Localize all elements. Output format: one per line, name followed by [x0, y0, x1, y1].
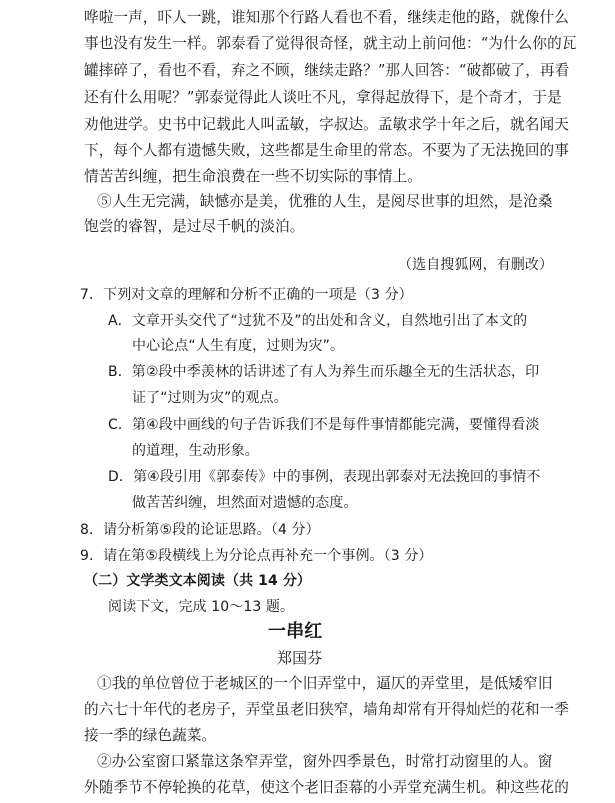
passage-line: 罐摔碎了，看也不看，弃之不顾，继续走路？”那人回答：“破都破了，再看 — [84, 62, 570, 79]
passage-line: 下，每个人都有遗憾失败，这些都是生命里的常态。不要为了无法挽回的事 — [84, 142, 569, 159]
paragraph-5-line: 饱尝的睿智，是过尽千帆的淡泊。 — [84, 218, 305, 235]
source-note: （选自搜狐网，有删改） — [398, 257, 554, 273]
option-d-line: D．第④段引用《郭泰传》中的事例，表现出郭泰对无法挽回的事情不 — [108, 469, 541, 485]
passage-line: 情苦苦纠缠，把生命浪费在一些不切实际的事情上。 — [84, 168, 422, 185]
paragraph-5-line: ⑤人生无完满，缺憾亦是美，优雅的人生，是阅尽世事的坦然，是沧桑 — [97, 193, 553, 210]
question-9: 9．请在第⑤段横线上为分论点再补充一个事例。（3 分） — [80, 548, 433, 564]
passage-line: 劝他进学。史书中记载此人叫孟敏，字叔达。孟敏求学十年之后，就名闻天 — [84, 116, 569, 133]
option-a-line: A．文章开头交代了“过犹不及”的出处和含义，自然地引出了本文的 — [108, 313, 528, 329]
section-instruction: 阅读下文，完成 10～13 题。 — [108, 599, 295, 615]
option-a-line: 中心论点“人生有度，过则为灾”。 — [132, 338, 345, 354]
option-d-line: 做苦苦纠缠，坦然面对遗憾的态度。 — [132, 495, 358, 511]
option-c-line: C．第④段中画线的句子告诉我们不是每件事情都能完满，要懂得看淡 — [108, 417, 540, 433]
option-b-line: 证了“过则为灾”的观点。 — [132, 390, 288, 406]
option-c-line: 的道理，生动形象。 — [132, 443, 259, 459]
story-paragraph-2-line: ②办公室窗口紧靠这条窄弄堂，窗外四季景色，时常打动窗里的人。窗 — [97, 753, 553, 770]
story-title: 一串红 — [268, 621, 323, 642]
question-7-stem: 7．下列对文章的理解和分析不正确的一项是（3 分） — [80, 287, 413, 303]
passage-line: 哗啦一声，吓人一跳，谁知那个行路人看也不看，继续走他的路，就像什么 — [84, 9, 569, 26]
passage-line: 还有什么用呢？”郭泰觉得此人谈吐不凡，拿得起放得下，是个奇才，于是 — [84, 89, 562, 106]
story-author: 郑国芬 — [277, 649, 323, 667]
question-8: 8．请分析第⑤段的论证思路。（4 分） — [80, 522, 320, 538]
story-paragraph-1-line: ①我的单位曾位于老城区的一个旧弄堂中，逼仄的弄堂里，是低矮窄旧 — [97, 675, 553, 692]
story-paragraph-1-line: 的六七十年代的老房子，弄堂虽老旧狭窄，墙角却常有开得灿烂的花和一季 — [84, 701, 569, 718]
story-paragraph-2-line: 外随季节不停轮换的花草，使这个老旧歪幕的小弄堂充满生机。种这些花的 — [84, 779, 569, 796]
passage-line: 事也没有发生一样。郭泰看了觉得很奇怪，就主动上前问他：“为什么你的瓦 — [84, 35, 577, 52]
option-b-line: B．第②段中季羡林的话讲述了有人为养生而乐趣全无的生活状态，印 — [108, 364, 540, 380]
section-heading: （二）文学类文本阅读（共 14 分） — [84, 573, 312, 589]
story-paragraph-1-line: 接一季的绿色蔬菜。 — [84, 727, 217, 744]
